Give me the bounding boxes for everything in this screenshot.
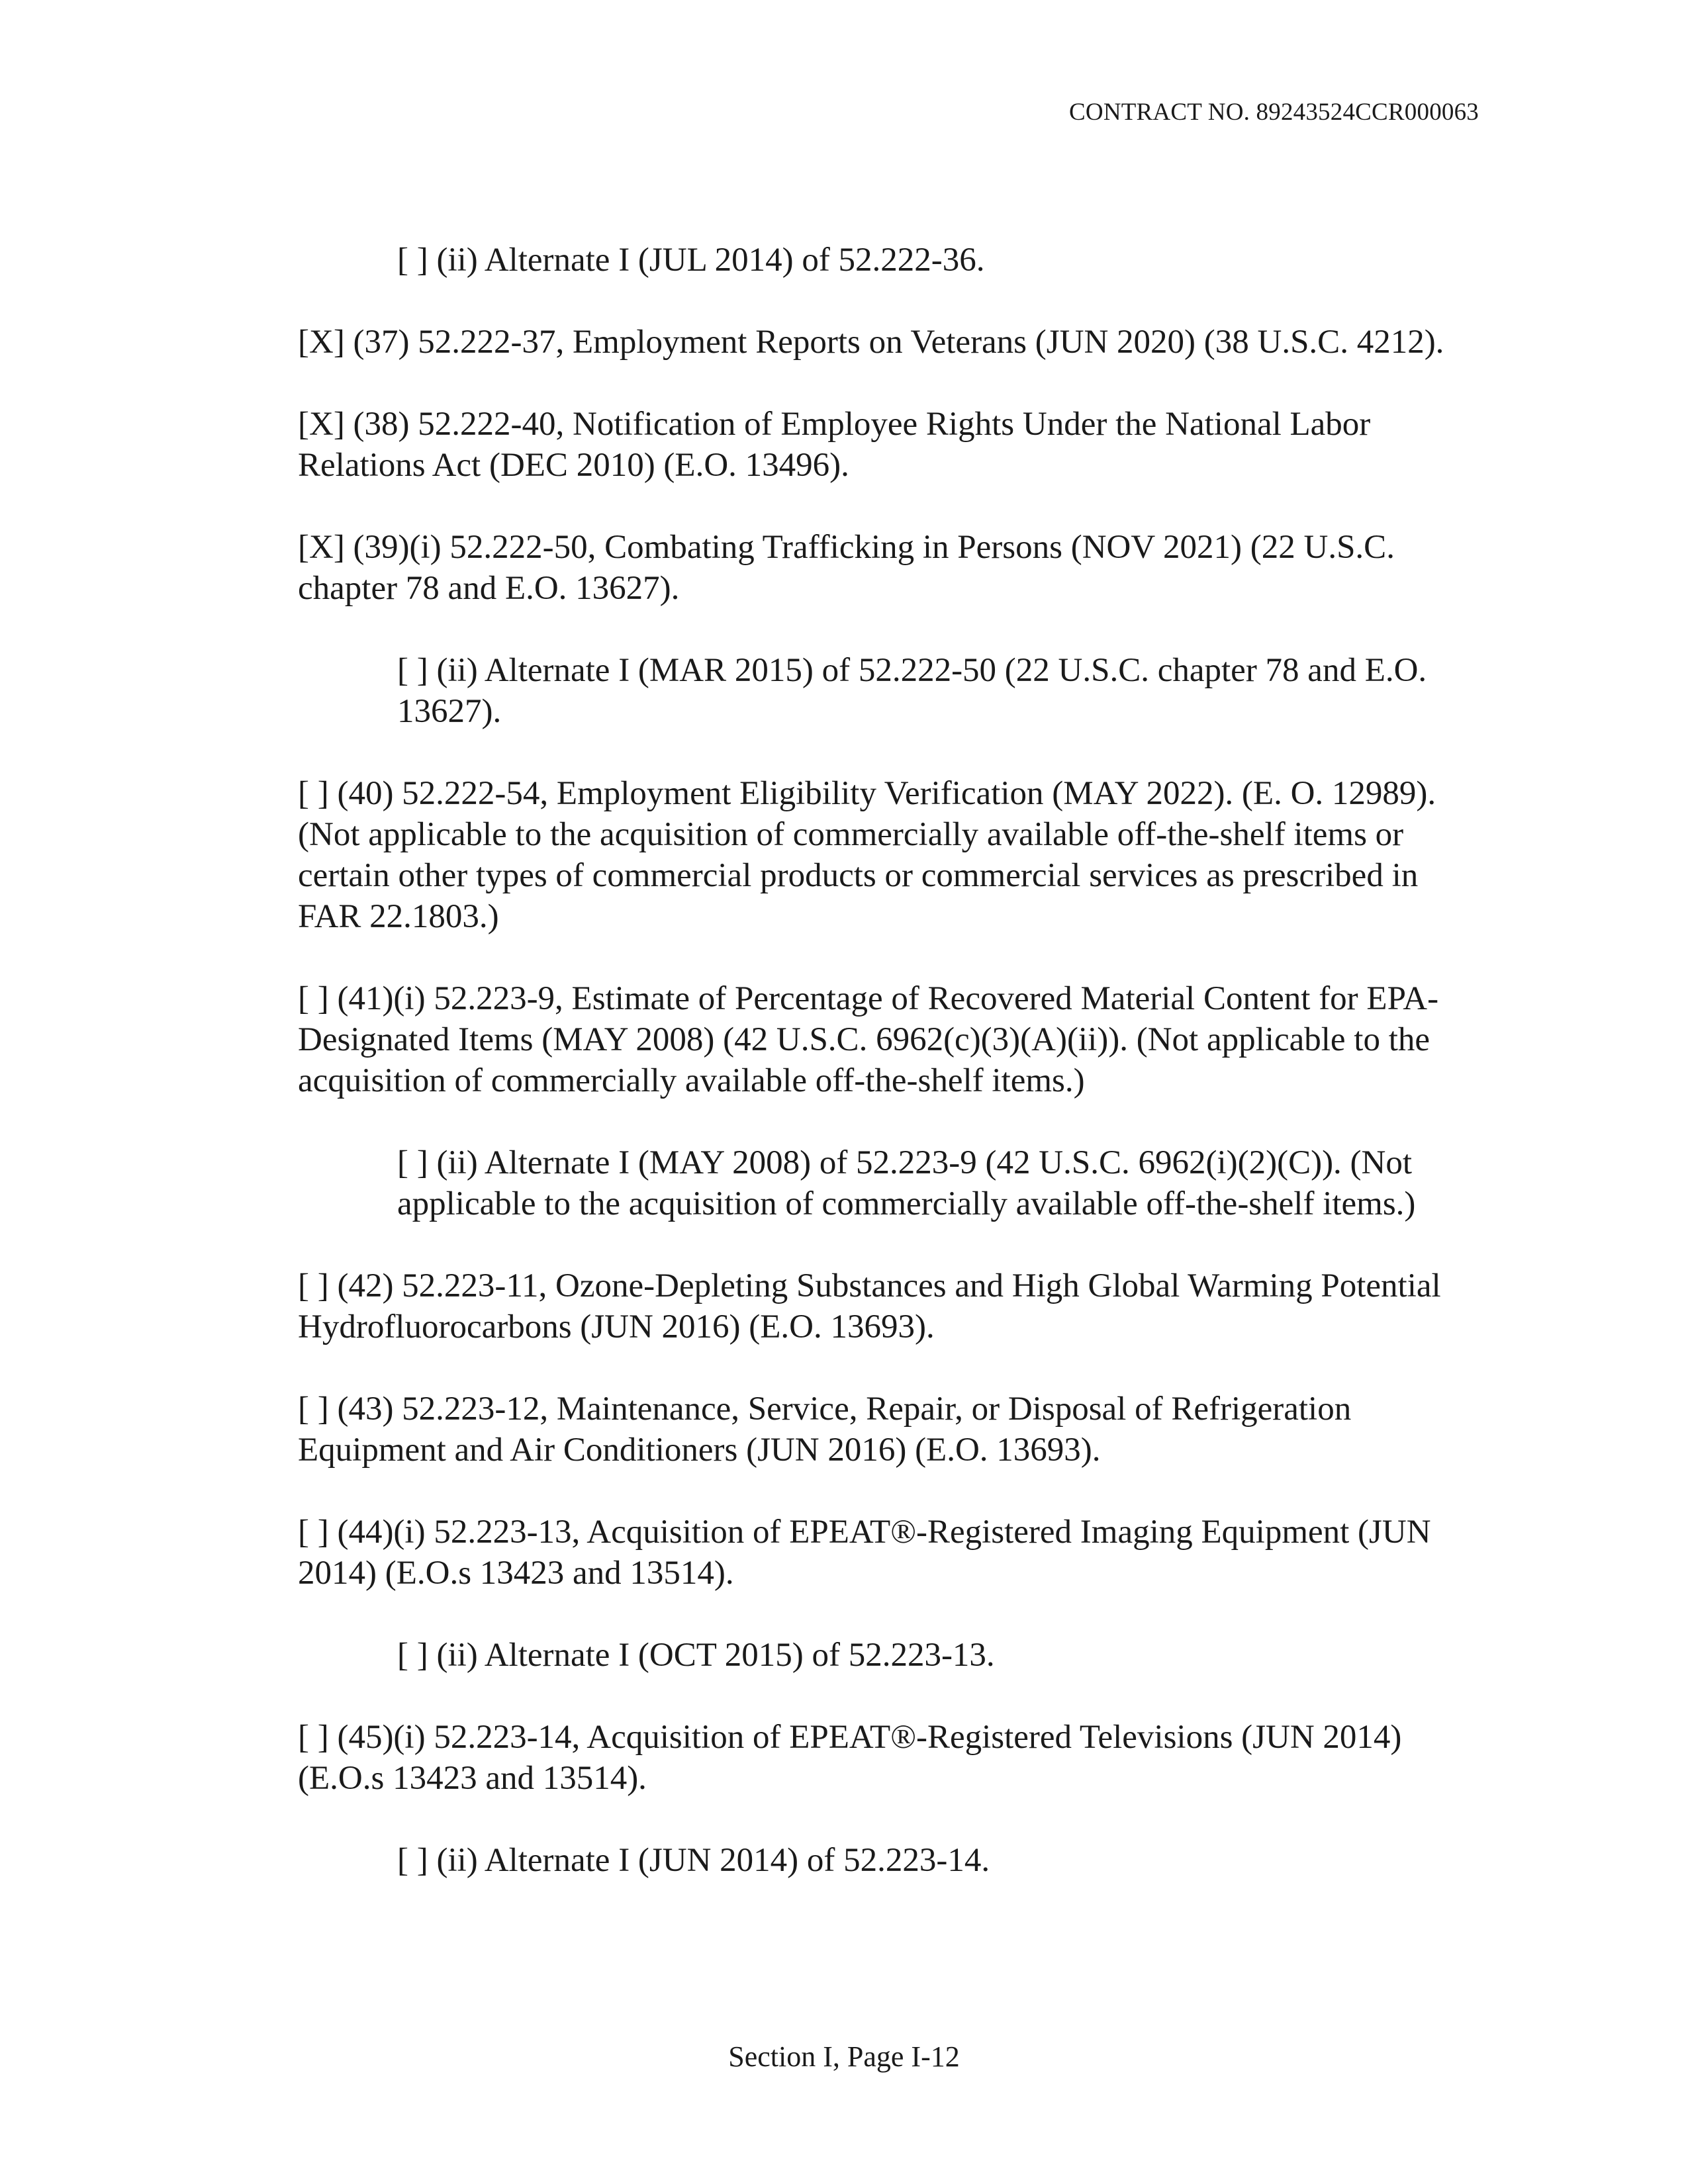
clause-paragraph: [ ] (ii) Alternate I (JUL 2014) of 52.222-36. (397, 242, 985, 279)
clause-paragraph: [ ] (44)(i) 52.223-13, Acquisition of EPEAT®-Registered Imaging Equipment (JUN 2014) (E.O.s 13423 and 13514). (298, 1514, 1431, 1592)
contract-number-header: CONTRACT NO. 89243524CCR000063 (1069, 99, 1479, 126)
clause-paragraph: [X] (39)(i) 52.222-50, Combating Trafficking in Persons (NOV 2021) (22 U.S.C. chapter 78 and E.O. 13627). (298, 529, 1395, 607)
clause-list (298, 240, 1483, 1922)
clause-paragraph: [ ] (42) 52.223-11, Ozone-Depleting Substances and High Global Warming Potential Hydrofluorocarbons (JUN 2016) (E.O. 13693). (298, 1267, 1441, 1345)
clause-paragraph: [ ] (ii) Alternate I (MAY 2008) of 52.223-9 (42 U.S.C. 6962(i)(2)(C)). (Not applicable to the acquisition of commercially available off-the-shelf items.) (397, 1144, 1416, 1222)
clause-paragraph: [ ] (ii) Alternate I (OCT 2015) of 52.223-13. (397, 1637, 995, 1674)
clause-paragraph: [ ] (ii) Alternate I (JUN 2014) of 52.223-14. (397, 1842, 990, 1879)
page-footer: Section I, Page I-12 (728, 2040, 960, 2073)
clause-paragraph: [ ] (40) 52.222-54, Employment Eligibility Verification (MAY 2022). (E. O. 12989). (Not applicable to the acquisition of commercially available off-the-shelf items or certain other types of commercial products or commercial services as prescribed in FAR 22.1803.) (298, 775, 1436, 935)
clause-paragraph: [X] (38) 52.222-40, Notification of Employee Rights Under the National Labor Relations Act (DEC 2010) (E.O. 13496). (298, 406, 1371, 484)
clause-paragraph: [X] (37) 52.222-37, Employment Reports on Veterans (JUN 2020) (38 U.S.C. 4212). (298, 324, 1444, 361)
clause-paragraph: [ ] (45)(i) 52.223-14, Acquisition of EPEAT®-Registered Televisions (JUN 2014) (E.O.s 13423 and 13514). (298, 1719, 1402, 1797)
clause-paragraph: [ ] (43) 52.223-12, Maintenance, Service, Repair, or Disposal of Refrigeration Equipment and Air Conditioners (JUN 2016) (E.O. 13693). (298, 1390, 1352, 1469)
clause-paragraph: [ ] (ii) Alternate I (MAR 2015) of 52.222-50 (22 U.S.C. chapter 78 and E.O. 13627). (397, 652, 1427, 730)
clause-paragraph: [ ] (41)(i) 52.223-9, Estimate of Percentage of Recovered Material Content for EPA-Designated Items (MAY 2008) (42 U.S.C. 6962(c)(3)(A)(ii)). (Not applicable to the acquisition of commercially available off-the-shelf items.) (298, 980, 1439, 1099)
